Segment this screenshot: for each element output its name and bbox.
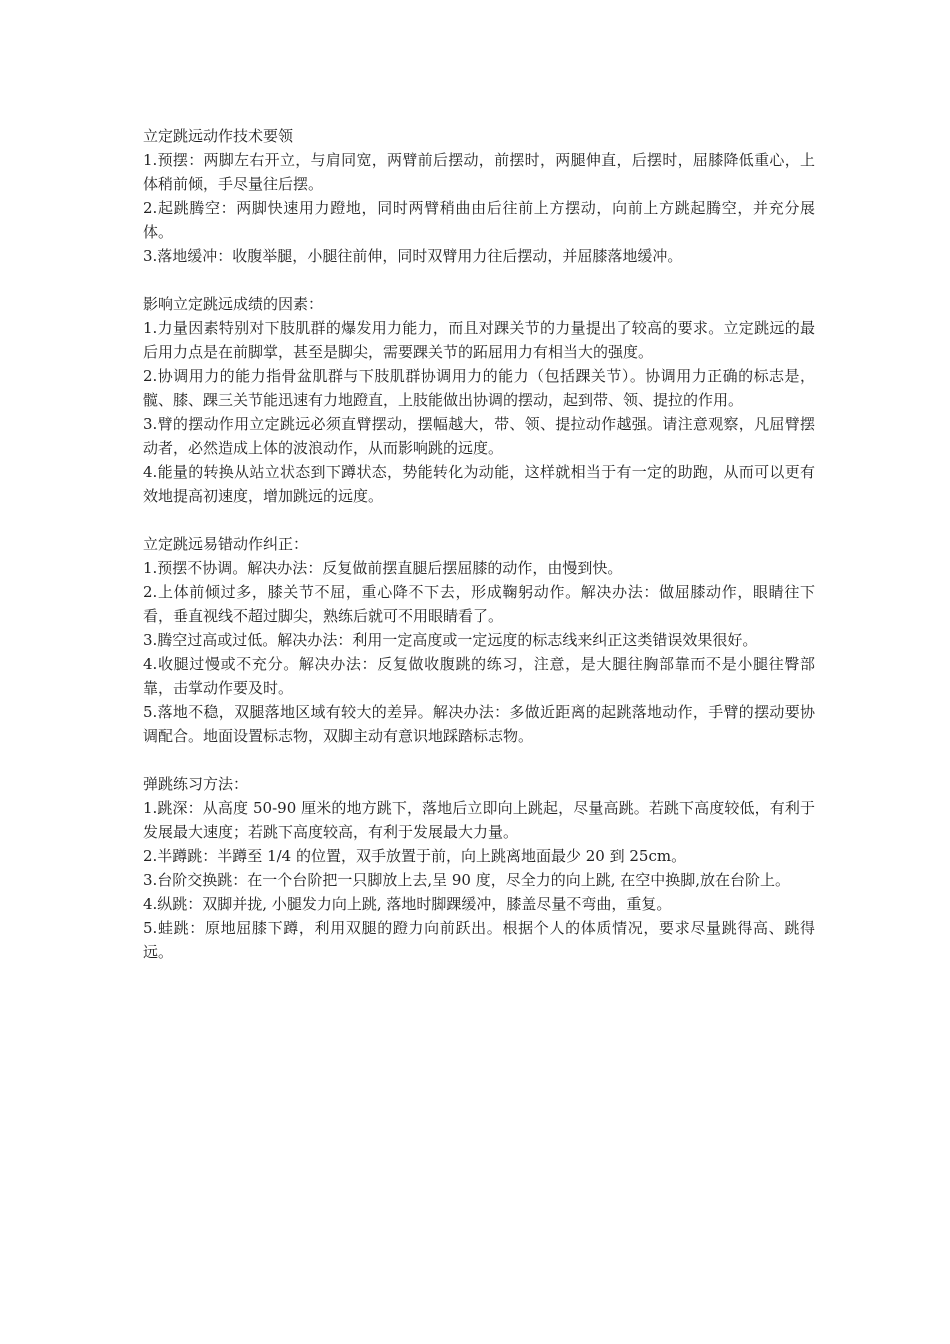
list-item: 4.收腿过慢或不充分。解决办法：反复做收腹跳的练习，注意，是大腿往胸部靠而不是小腿往臀部靠，击掌动作要及时。 <box>143 655 815 697</box>
list-item: 1.力量因素特别对下肢肌群的爆发用力能力，而且对踝关节的力量提出了较高的要求。立定跳远的最后用力点是在前脚掌，甚至是脚尖，需要踝关节的跖屈用力有相当大的强度。 <box>143 319 815 361</box>
list-item: 1.预摆：两脚左右开立，与肩同宽，两臂前后摆动，前摆时，两腿伸直，后摆时，屈膝降低重心，上体稍前倾，手尽量往后摆。 <box>143 151 815 193</box>
list-item: 3.腾空过高或过低。解决办法：利用一定高度或一定远度的标志线来纠正这类错误效果很好。 <box>143 631 758 649</box>
list-item: 1.预摆不协调。解决办法：反复做前摆直腿后摆屈膝的动作，由慢到快。 <box>143 559 623 577</box>
list-item: 2.协调用力的能力指骨盆肌群与下肢肌群协调用力的能力（包括踝关节）。协调用力正确的标志是，髋、膝、踝三关节能迅速有力地蹬直，上肢能做出协调的摆动，起到带、领、提拉的作用。 <box>143 367 815 409</box>
section-heading: 影响立定跳远成绩的因素： <box>143 295 324 313</box>
list-item: 5.蛙跳：原地屈膝下蹲，利用双腿的蹬力向前跃出。根据个人的体质情况，要求尽量跳得高、跳得远。 <box>143 919 815 961</box>
section-heading: 立定跳远易错动作纠正： <box>143 535 309 553</box>
list-item: 2.起跳腾空：两脚快速用力蹬地，同时两臂稍曲由后往前上方摆动，向前上方跳起腾空，并充分展体。 <box>143 199 815 241</box>
list-item: 3.臂的摆动作用立定跳远必须直臂摆动，摆幅越大，带、领、提拉动作越强。请注意观察，凡屈臂摆动者，必然造成上体的波浪动作，从而影响跳的远度。 <box>143 415 815 457</box>
list-item: 2.半蹲跳：半蹲至 1/4 的位置，双手放置于前，向上跳离地面最少 20 到 25cm。 <box>143 847 687 865</box>
list-item: 3.落地缓冲：收腹举腿，小腿往前伸，同时双臂用力往后摆动，并屈膝落地缓冲。 <box>143 247 683 265</box>
list-item: 4.能量的转换从站立状态到下蹲状态，势能转化为动能，这样就相当于有一定的助跑，从而可以更有效地提高初速度，增加跳远的远度。 <box>143 463 815 505</box>
section-exercises <box>143 772 815 964</box>
list-item: 1.跳深：从高度 50-90 厘米的地方跳下，落地后立即向上跳起，尽量高跳。若跳下高度较低，有利于发展最大速度；若跳下高度较高，有利于发展最大力量。 <box>143 799 815 841</box>
section-heading: 弹跳练习方法： <box>143 775 249 793</box>
document-body <box>143 124 815 988</box>
list-item: 5.落地不稳，双腿落地区域有较大的差异。解决办法：多做近距离的起跳落地动作，手臂的摆动要协调配合。地面设置标志物，双脚主动有意识地踩踏标志物。 <box>143 703 815 745</box>
list-item: 3.台阶交换跳：在一个台阶把一只脚放上去,呈 90 度，尽全力的向上跳, 在空中换脚,放在台阶上。 <box>143 871 791 889</box>
list-item: 4.纵跳：双脚并拢, 小腿发力向上跳, 落地时脚踝缓冲，膝盖尽量不弯曲，重复。 <box>143 895 672 913</box>
section-corrections <box>143 532 815 748</box>
section-factors <box>143 292 815 508</box>
section-heading: 立定跳远动作技术要领 <box>143 127 294 145</box>
section-technique <box>143 124 815 268</box>
list-item: 2.上体前倾过多，膝关节不屈，重心降不下去，形成鞠躬动作。解决办法：做屈膝动作，眼睛往下看，垂直视线不超过脚尖，熟练后就可不用眼睛看了。 <box>143 583 815 625</box>
